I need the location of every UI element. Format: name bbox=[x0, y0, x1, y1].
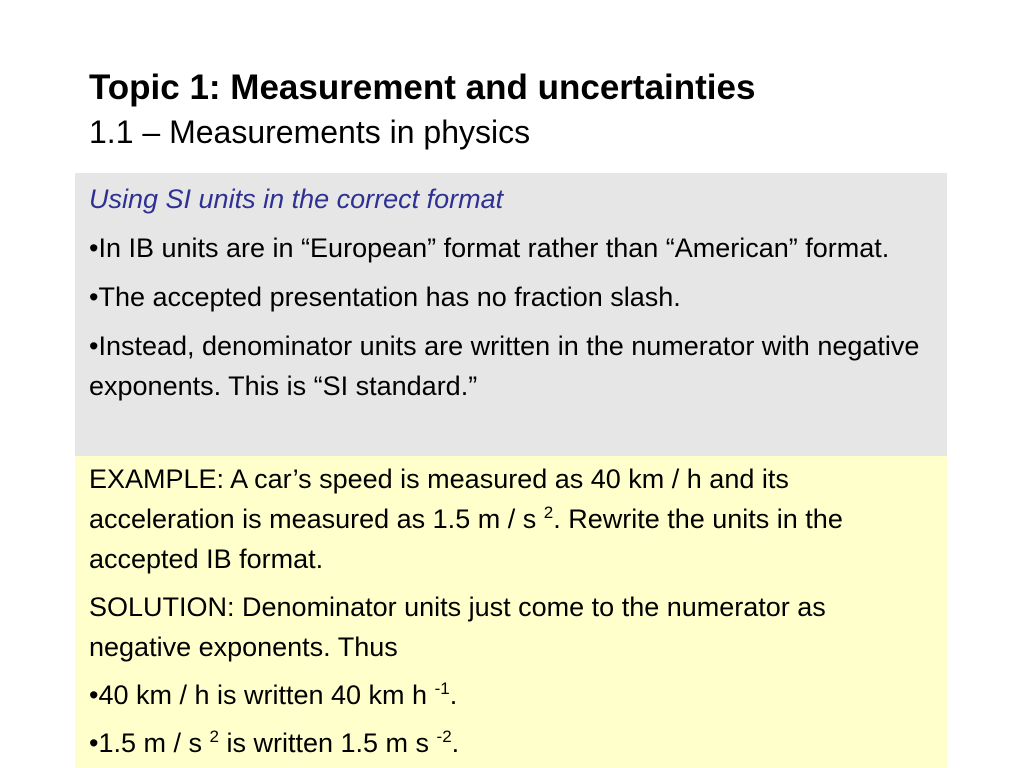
bullet-european-format: •In IB units are in “European” format rather than “American” format. bbox=[89, 233, 890, 263]
section-heading: Using SI units in the correct format bbox=[89, 184, 504, 214]
accel-text1: •1.5 m / s bbox=[89, 728, 202, 758]
bullet-negative-exponents: •Instead, denominator units are written in the numerator with negative exponents. This is “SI standard.” bbox=[89, 331, 920, 401]
accel-text2: is written 1.5 m s bbox=[218, 728, 430, 758]
example-exponent: 2 bbox=[543, 502, 554, 522]
slide-title-block bbox=[89, 66, 949, 154]
example-text-part1: EXAMPLE: A car’s speed is measured as 40 km / h and its acceleration is measured as 1.5 m / s bbox=[89, 464, 789, 534]
example-box bbox=[75, 456, 947, 768]
accel-exponent1: 2 bbox=[209, 726, 219, 746]
solution-bullet-speed bbox=[89, 675, 933, 715]
solution-bullet-acceleration bbox=[89, 723, 933, 763]
speed-exponent: -1 bbox=[434, 678, 450, 698]
bullet-no-fraction-slash: •The accepted presentation has no fraction slash. bbox=[89, 282, 681, 312]
speed-end: . bbox=[449, 680, 458, 710]
accel-exponent2: -2 bbox=[436, 726, 452, 746]
si-units-box bbox=[75, 173, 947, 456]
solution-text: SOLUTION: Denominator units just come to the numerator as negative exponents. Thus bbox=[89, 592, 826, 662]
slide-title: Topic 1: Measurement and uncertainties bbox=[89, 68, 756, 107]
accel-end: . bbox=[451, 728, 460, 758]
example-text-part2: . Rewrite the units in the accepted IB format. bbox=[89, 504, 843, 574]
slide-subtitle: 1.1 – Measurements in physics bbox=[89, 114, 531, 150]
example-text bbox=[89, 459, 933, 579]
speed-text: •40 km / h is written 40 km h bbox=[89, 680, 428, 710]
